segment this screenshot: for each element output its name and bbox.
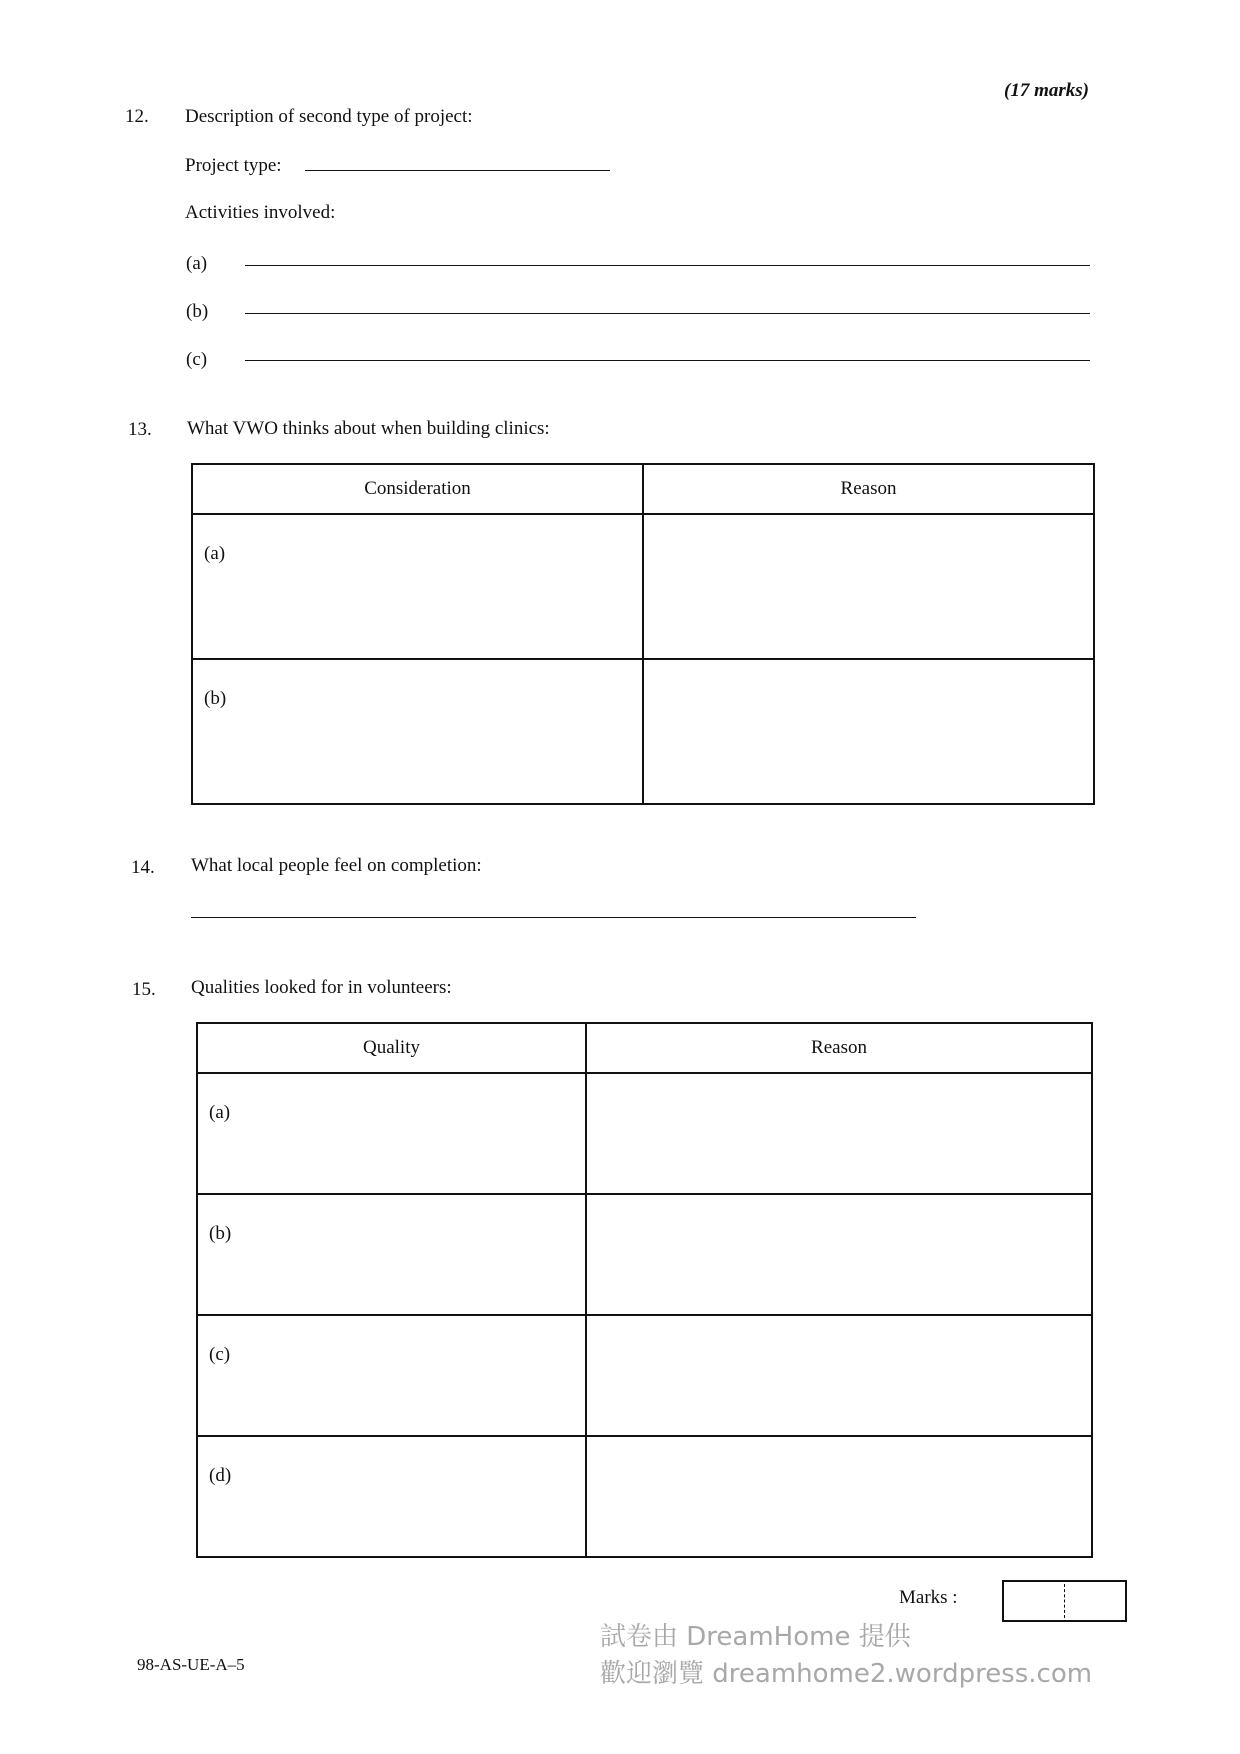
- consideration-reason-cell-a[interactable]: [643, 514, 1094, 659]
- watermark-line-2: 歡迎瀏覽 dreamhome2.wordpress.com: [600, 1659, 1093, 1689]
- row-label-b: (b): [209, 1223, 232, 1244]
- feelings-answer-line[interactable]: [191, 917, 916, 918]
- question-12-text: Description of second type of project:: [185, 106, 473, 127]
- activity-item-label-a: (a): [186, 253, 208, 274]
- quality-reason-header: Reason: [586, 1023, 1092, 1073]
- activity-answer-line-c[interactable]: [245, 360, 1090, 361]
- quality-cell-b[interactable]: [197, 1194, 586, 1315]
- consideration-cell-a[interactable]: [192, 514, 643, 659]
- quality-cell-d[interactable]: [197, 1436, 586, 1557]
- question-number-15: 15.: [132, 979, 156, 1000]
- quality-reason-cell-a[interactable]: [586, 1073, 1092, 1194]
- quality-reason-cell-d[interactable]: [586, 1436, 1092, 1557]
- question-15-text: Qualities looked for in volunteers:: [191, 977, 452, 998]
- quality-cell-a[interactable]: [197, 1073, 586, 1194]
- row-label-a: (a): [209, 1102, 231, 1123]
- consideration-table: [191, 463, 1095, 805]
- project-type-label: Project type:: [185, 155, 282, 176]
- marks-box[interactable]: [1002, 1580, 1127, 1622]
- question-number-12: 12.: [125, 106, 149, 127]
- marks-box-divider: [1064, 1584, 1065, 1618]
- row-label-b: (b): [204, 688, 227, 709]
- question-13-text: What VWO thinks about when building clinics:: [187, 418, 550, 439]
- quality-reason-cell-b[interactable]: [586, 1194, 1092, 1315]
- activity-answer-line-b[interactable]: [245, 313, 1090, 314]
- quality-reason-cell-c[interactable]: [586, 1315, 1092, 1436]
- consideration-reason-header: Reason: [643, 464, 1094, 514]
- project-type-answer-line[interactable]: [305, 170, 610, 171]
- total-marks-note: (17 marks): [1004, 80, 1089, 101]
- quality-header: Quality: [197, 1023, 586, 1073]
- watermark-line-1: 試卷由 DreamHome 提供: [600, 1622, 911, 1652]
- consideration-cell-b[interactable]: [192, 659, 643, 804]
- consideration-reason-cell-b[interactable]: [643, 659, 1094, 804]
- paper-code: 98-AS-UE-A–5: [137, 1655, 245, 1674]
- question-number-14: 14.: [131, 857, 155, 878]
- qualities-table: [196, 1022, 1093, 1558]
- row-label-a: (a): [204, 543, 226, 564]
- activity-item-label-b: (b): [186, 301, 209, 322]
- activities-involved-label: Activities involved:: [185, 202, 336, 223]
- activity-answer-line-a[interactable]: [245, 265, 1090, 266]
- question-number-13: 13.: [128, 419, 152, 440]
- consideration-header: Consideration: [192, 464, 643, 514]
- question-14-text: What local people feel on completion:: [191, 855, 482, 876]
- row-label-c: (c): [209, 1344, 231, 1365]
- row-label-d: (d): [209, 1465, 232, 1486]
- marks-label: Marks :: [899, 1587, 958, 1608]
- quality-cell-c[interactable]: [197, 1315, 586, 1436]
- activity-item-label-c: (c): [186, 349, 208, 370]
